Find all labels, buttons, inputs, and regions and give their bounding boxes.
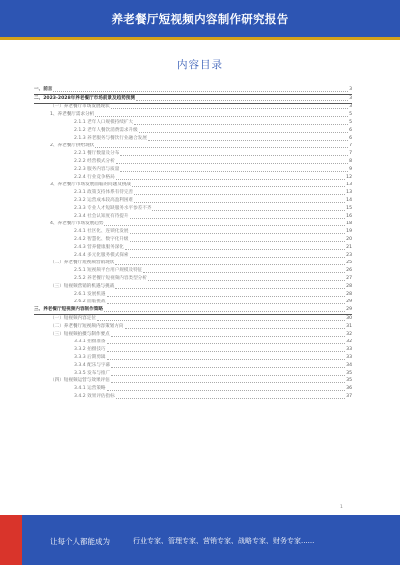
toc-leader-dots — [53, 88, 348, 92]
toc-leader-dots — [125, 325, 346, 329]
toc-entry-page: 28 — [346, 283, 352, 289]
toc-entry-page: 20 — [346, 237, 352, 243]
toc-entry-label: 4、养老餐厅市场发展趋势 — [50, 221, 104, 227]
toc-entry-page: 23 — [346, 252, 352, 258]
toc-entry[interactable] — [34, 150, 352, 158]
toc-entry-label: 2.6.2 面临挑战 — [74, 299, 106, 305]
toc-entry[interactable] — [34, 95, 352, 104]
toc-leader-dots — [148, 277, 345, 281]
toc-entry-label: 2.3.2 运营成本较高盈利困难 — [74, 198, 134, 204]
toc-entry[interactable] — [34, 354, 352, 362]
toc-entry[interactable] — [34, 189, 352, 197]
toc-entry-label: 2.2.3 服务内容与质量 — [74, 166, 120, 172]
toc-entry[interactable] — [34, 221, 352, 229]
toc-leader-dots — [111, 333, 345, 337]
toc-entry-label: 1、养老餐厅需求分析 — [50, 112, 95, 118]
toc-entry-label: 三、养老餐厅短视频内容制作策略 — [34, 307, 103, 313]
toc-entry-label: 2.3.4 社会认知度有待提升 — [74, 213, 129, 219]
toc-entry-page: 13 — [346, 190, 352, 196]
toc-entry-label: 3.4.2 效果评估指标 — [74, 393, 115, 399]
toc-leader-dots — [130, 215, 346, 219]
toc-entry-page: 6 — [349, 135, 352, 141]
toc-entry-label: 2.3.3 专业人才短缺服务水平参差不齐 — [74, 205, 152, 211]
toc-entry-page: 6 — [349, 127, 352, 133]
toc-entry-label: 2.1.1 老年人口规模持续扩大 — [74, 120, 134, 126]
toc-entry-label: 3.3.5 发布与推广 — [74, 370, 111, 376]
toc-entry-page: 30 — [346, 316, 352, 321]
toc-entry-label: 2.1.3 养老服务与餐饮行业融合发展 — [74, 135, 147, 141]
toc-entry[interactable] — [34, 228, 352, 236]
toc-entry[interactable] — [34, 331, 352, 339]
toc-entry-page: 28 — [346, 291, 352, 297]
toc-entry[interactable] — [34, 252, 352, 260]
toc-entry-label: 2.2.1 餐厅数量及分布 — [74, 151, 120, 157]
toc-entry-page: 9 — [349, 166, 352, 172]
toc-entry[interactable] — [34, 267, 352, 275]
toc-entry-label: （三）短视频营销的机遇与挑战 — [50, 283, 115, 289]
toc-entry-label: 3.4.1 运营策略 — [74, 386, 106, 392]
toc-leader-dots — [95, 113, 348, 117]
footer-accent — [0, 515, 22, 565]
toc-leader-dots — [111, 379, 345, 383]
toc-leader-dots — [111, 105, 348, 109]
toc-entry-page: 25 — [346, 260, 352, 266]
toc-entry[interactable] — [34, 104, 352, 112]
toc-entry-page: 32 — [346, 331, 352, 337]
footer-tagline: 行业专家、管理专家、营销专家、战略专家、财务专家...... — [133, 537, 315, 545]
toc-entry-label: 一、前言 — [34, 86, 53, 92]
footer-slogan: 让每个人都能成为 — [50, 537, 110, 546]
toc-entry-page: 3 — [349, 86, 352, 92]
toc-entry-page: 3 — [349, 95, 352, 101]
toc-leader-dots — [104, 308, 345, 312]
toc-leader-dots — [139, 129, 348, 133]
toc-entry-label: 3.3.4 配乐与字幕 — [74, 362, 111, 368]
toc-entry-label: 2、养老餐厅供给现状 — [50, 143, 95, 149]
toc-entry[interactable] — [34, 370, 352, 378]
toc-entry[interactable] — [34, 306, 352, 315]
toc-entry-page: 5 — [349, 112, 352, 118]
toc-entry-page: 3 — [349, 104, 352, 110]
toc-entry-label: 2.1.2 老年人餐饮消费需求升级 — [74, 127, 138, 133]
header-bar — [0, 0, 400, 37]
toc-entry[interactable] — [34, 346, 352, 354]
toc-entry[interactable] — [34, 143, 352, 151]
toc-entry-page: 36 — [346, 386, 352, 392]
toc-entry[interactable] — [34, 86, 352, 95]
toc-leader-dots — [111, 372, 345, 376]
toc-entry-label: 3.3.3 后期剪辑 — [74, 354, 106, 360]
toc-entry-page: 18 — [346, 221, 352, 227]
toc-entry[interactable] — [34, 260, 352, 268]
toc-entry-page: 35 — [346, 370, 352, 376]
toc-entry-label: 2.4.3 营养健康服务深化 — [74, 244, 124, 250]
toc-entry[interactable] — [34, 323, 352, 331]
table-of-contents — [34, 86, 352, 401]
toc-entry-page: 29 — [346, 299, 352, 305]
toc-leader-dots — [134, 121, 348, 125]
toc-leader-dots — [148, 137, 348, 141]
toc-leader-dots — [95, 144, 348, 148]
toc-entry[interactable] — [34, 236, 352, 244]
toc-leader-dots — [107, 387, 346, 391]
toc-entry-page: 32 — [346, 339, 352, 345]
toc-entry-page: 34 — [346, 362, 352, 368]
toc-leader-dots — [132, 183, 345, 187]
page-number: 1 — [340, 505, 343, 510]
toc-entry-label: （二）养老餐厅短视频营销现状 — [50, 260, 115, 266]
toc-leader-dots — [134, 199, 345, 203]
toc-entry[interactable] — [34, 111, 352, 119]
toc-entry-page: 14 — [346, 198, 352, 204]
toc-entry-page: 33 — [346, 354, 352, 360]
toc-entry[interactable] — [34, 299, 352, 307]
toc-leader-dots — [107, 340, 346, 344]
toc-entry-page: 8 — [349, 159, 352, 165]
toc-entry-label: 2.5.2 养老餐厅短视频内容类型分析 — [74, 276, 147, 282]
toc-entry-label: 2.5.1 短视频平台用户规模及特征 — [74, 268, 143, 274]
toc-leader-dots — [130, 230, 346, 234]
toc-entry-page: 13 — [346, 182, 352, 188]
toc-leader-dots — [115, 285, 345, 289]
toc-entry[interactable] — [34, 315, 352, 323]
toc-entry[interactable] — [34, 213, 352, 221]
toc-leader-dots — [116, 160, 348, 164]
toc-leader-dots — [116, 395, 345, 399]
toc-entry[interactable] — [34, 244, 352, 252]
toc-entry-label: 2.2.4 行业竞争格局 — [74, 174, 115, 180]
toc-entry[interactable] — [34, 393, 352, 401]
toc-entry-label: 3.3.1 拍摄准备 — [74, 339, 106, 345]
toc-entry[interactable] — [34, 166, 352, 174]
toc-entry-page: 26 — [346, 268, 352, 274]
toc-entry-page: 35 — [346, 378, 352, 384]
toc-entry-page: 27 — [346, 276, 352, 282]
toc-entry[interactable] — [34, 197, 352, 205]
toc-leader-dots — [125, 246, 345, 250]
toc-leader-dots — [107, 348, 346, 352]
toc-entry[interactable] — [34, 385, 352, 393]
toc-leader-dots — [130, 254, 346, 258]
toc-heading: 内容目录 — [177, 59, 223, 71]
toc-entry-label: 2.4.2 智慧化、数字化升级 — [74, 237, 129, 243]
toc-entry-label: （一）短视频内容定位 — [50, 316, 96, 321]
toc-entry-page: 16 — [346, 213, 352, 219]
toc-leader-dots — [111, 364, 345, 368]
toc-entry[interactable] — [34, 127, 352, 135]
toc-leader-dots — [104, 222, 345, 226]
toc-entry-page: 29 — [346, 307, 352, 313]
toc-leader-dots — [143, 269, 345, 273]
toc-entry[interactable] — [34, 275, 352, 283]
toc-leader-dots — [134, 191, 345, 195]
toc-leader-dots — [116, 176, 345, 180]
toc-entry-label: 2.6.1 发展机遇 — [74, 291, 106, 297]
toc-leader-dots — [107, 300, 346, 304]
toc-entry-label: 3、养老餐厅市场发展面临的问题及挑战 — [50, 182, 132, 188]
toc-entry-label: （四）短视频运营与效果评估 — [50, 378, 110, 384]
toc-leader-dots — [107, 293, 346, 297]
toc-entry-page: 21 — [346, 244, 352, 250]
toc-entry-page: 33 — [346, 347, 352, 353]
toc-entry-label: 2.3.1 政策支持体系有待完善 — [74, 190, 134, 196]
toc-entry[interactable] — [34, 339, 352, 347]
toc-entry[interactable] — [34, 119, 352, 127]
toc-entry-label: 2.4.4 多元化服务模式探索 — [74, 252, 129, 258]
toc-entry[interactable] — [34, 158, 352, 166]
header-divider — [0, 37, 400, 40]
toc-entry-label: 2.4.1 社区化、连锁化发展 — [74, 229, 129, 235]
toc-leader-dots — [115, 261, 345, 265]
toc-leader-dots — [120, 168, 348, 172]
toc-entry-label: 2.2.2 经营模式分析 — [74, 159, 115, 165]
toc-leader-dots — [136, 97, 348, 101]
toc-entry-page: 37 — [346, 393, 352, 399]
toc-entry-page: 19 — [346, 229, 352, 235]
toc-entry-page: 7 — [349, 151, 352, 157]
toc-entry-label: 二、2023-2028年养老餐厅市场前景及趋势预测 — [34, 95, 135, 101]
toc-entry[interactable] — [34, 205, 352, 213]
toc-entry-label: （二）养老餐厅短视频内容策划方向 — [50, 323, 124, 329]
toc-entry-label: 3.3.2 拍摄技巧 — [74, 347, 106, 353]
toc-leader-dots — [107, 356, 346, 360]
toc-entry[interactable] — [34, 291, 352, 299]
toc-entry-page: 5 — [349, 120, 352, 126]
toc-leader-dots — [152, 207, 345, 211]
toc-leader-dots — [120, 152, 348, 156]
toc-entry[interactable] — [34, 283, 352, 291]
report-title: 养老餐厅短视频内容制作研究报告 — [111, 11, 289, 26]
toc-entry-label: （三）短视频拍摄与制作要点 — [50, 331, 110, 337]
toc-entry[interactable] — [34, 182, 352, 190]
toc-leader-dots — [130, 238, 346, 242]
toc-entry[interactable] — [34, 135, 352, 143]
toc-entry-page: 31 — [346, 323, 352, 329]
toc-leader-dots — [97, 317, 345, 321]
toc-entry-label: （一）养老餐厅市场发展现状 — [50, 104, 110, 110]
toc-entry[interactable] — [34, 377, 352, 385]
toc-entry-page: 7 — [349, 143, 352, 149]
toc-entry[interactable] — [34, 362, 352, 370]
toc-entry-page: 15 — [346, 205, 352, 211]
toc-entry[interactable] — [34, 174, 352, 182]
toc-entry-page: 12 — [346, 174, 352, 180]
